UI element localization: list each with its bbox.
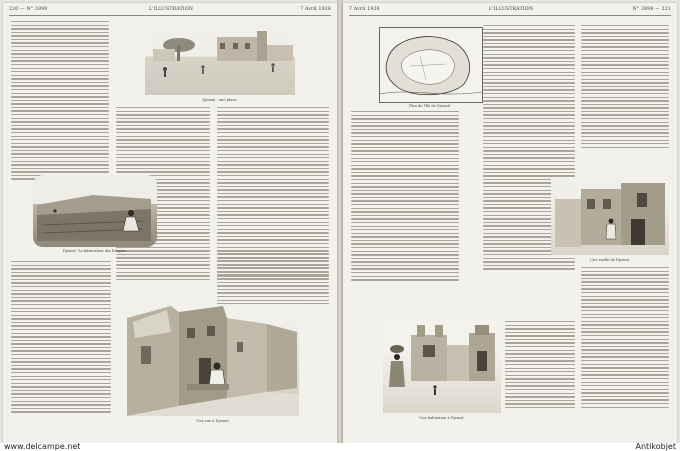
street-scene-illustration [127,298,299,416]
footer-seller-watermark: Antikobjet [635,442,676,451]
watermark-strip [0,443,680,451]
village-square-illustration [145,25,295,95]
right-text-column-1 [351,111,459,283]
left-text-column-1a [11,21,109,182]
right-page-number: N° 3998 — 221 [632,7,671,12]
alley-illustration [551,179,669,255]
island-map-drawing [380,28,482,102]
left-masthead: L'ILLUSTRATION [149,7,194,12]
left-page [3,3,337,443]
right-running-head [349,7,671,15]
caption-habitation: Une habitation à Djenné. [419,416,465,420]
caption-brickmaking: Djenné : la fabrication des briques. [62,249,128,253]
right-text-column-2b [505,321,575,410]
habitation-drawing [383,321,501,413]
caption-village-square: Djenné : une place. [202,98,238,102]
right-text-column-3b [581,267,669,410]
left-date: 7 Avril 1928 [300,7,331,12]
left-head-rule [9,15,331,16]
alley-drawing [551,179,669,255]
left-running-head [9,7,331,15]
brickmaking-drawing [33,175,157,247]
habitation-illustration [383,321,501,413]
caption-island-map: Plan de l'île de Djenné. [408,104,452,108]
brickmaking-illustration [33,175,157,247]
caption-alley: Une ruelle de Djenné. [590,258,630,262]
village-square-drawing [145,25,295,95]
right-page [343,3,677,443]
island-map-illustration [379,27,483,103]
right-date: 7 Avril 1928 [349,7,380,12]
left-page-number: 220 — N° 3998 [9,7,48,12]
street-scene-drawing [127,298,299,416]
right-masthead: L'ILLUSTRATION [489,7,534,12]
left-text-column-1b [11,261,111,415]
right-text-column-3 [581,25,669,150]
caption-street-scene: Une rue à Djenné. [196,419,230,423]
right-head-rule [349,15,671,16]
left-text-column-3b [217,253,329,307]
footer-site-watermark: www.delcampe.net [4,442,81,451]
